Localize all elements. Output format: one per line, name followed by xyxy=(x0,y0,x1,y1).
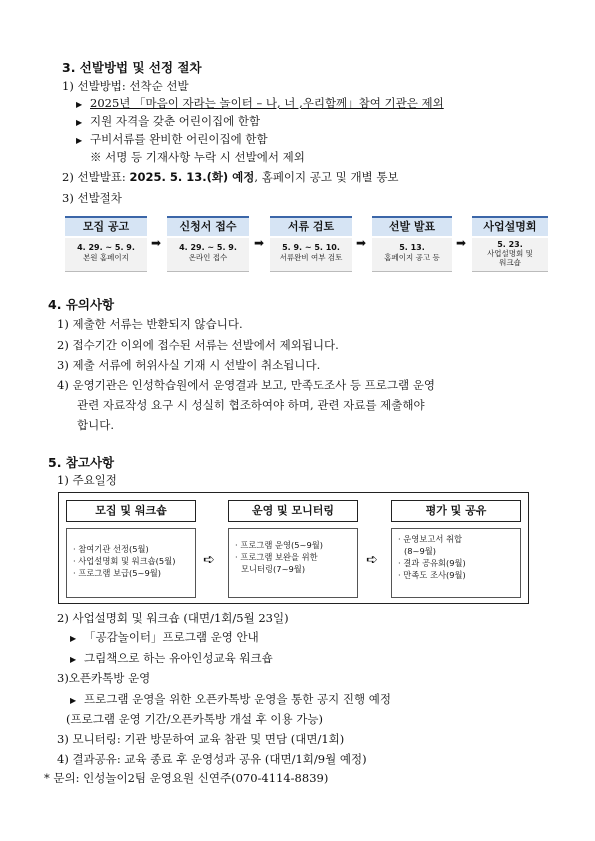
bullet-item: ▶ 구비서류를 완비한 어린이집에 한함 xyxy=(76,132,268,146)
arrow-right-icon: ➡ xyxy=(151,236,162,250)
exclusion-note: ※ 서명 등 기재사항 누락 시 선발에서 제외 xyxy=(90,150,305,164)
openchat-line: 3)오픈카톡방 운영 xyxy=(57,671,151,685)
bullet-item: ▶ 지원 자격을 갖춘 어린이집에 한함 xyxy=(76,114,261,128)
schedule-column-title: 평가 및 공유 xyxy=(391,500,521,522)
bullet-item: ▶ 2025년 「마음이 자라는 놀이터 – 나, 너 ,우리함께」참여 기관은 제외 xyxy=(76,96,444,110)
schedule-column-body: · 프로그램 운영(5~9월) · 프로그램 보완을 위한 모니터링(7~9월) xyxy=(228,528,358,598)
monitoring-line: 3) 모니터링: 기관 방문하여 교육 참관 및 면담 (대면/1회) xyxy=(57,732,345,746)
step-title: 사업설명회 xyxy=(472,216,548,236)
step-body: 4. 29. ~ 5. 9. 본원 홈페이지 xyxy=(65,238,147,272)
schedule-column-title: 운영 및 모니터링 xyxy=(228,500,358,522)
step-body: 5. 9. ~ 5. 10. 서류완비 여부 검토 xyxy=(270,238,352,272)
bullet-icon: ▶ xyxy=(76,100,83,109)
schedule-column-body: · 참여기관 선정(5월) · 사업설명회 및 워크숍(5월) · 프로그램 보급(5~9월) xyxy=(66,528,196,598)
step-body: 5. 13. 홈페이지 공고 등 xyxy=(372,238,452,272)
bullet-item: ▶ 그림책으로 하는 유아인성교육 워크숍 xyxy=(70,651,273,665)
contact-line: * 문의: 인성놀이2팀 운영요원 신연주(070-4114-8839) xyxy=(44,771,329,785)
step-title: 신청서 접수 xyxy=(167,216,249,236)
notice-item: 1) 제출한 서류는 반환되지 않습니다. xyxy=(57,317,243,331)
arrow-right-icon: ➡ xyxy=(356,236,367,250)
arrow-right-icon: ➡ xyxy=(254,236,265,250)
arrow-right-icon: ➡ xyxy=(456,236,467,250)
bullet-item: ▶ 프로그램 운영을 위한 오픈카톡방 운영을 통한 공지 진행 예정 xyxy=(70,692,391,706)
notice-item: 3) 제출 서류에 허위사실 기재 시 선발이 취소됩니다. xyxy=(57,358,321,372)
sharing-line: 4) 결과공유: 교육 종료 후 운영성과 공유 (대면/1회/9월 예정) xyxy=(57,752,367,766)
section3-title: 3. 선발방법 및 선정 절차 xyxy=(62,60,202,75)
schedule-label: 1) 주요일정 xyxy=(57,473,117,487)
section5-title: 5. 참고사항 xyxy=(48,455,115,470)
notice-item: 2) 접수기간 이외에 접수된 서류는 선발에서 제외됩니다. xyxy=(57,338,339,352)
step-title: 서류 검토 xyxy=(270,216,352,236)
notice-item-cont: 관련 자료작성 요구 시 성실히 협조하여야 하며, 관련 자료를 제출해야 xyxy=(77,398,425,412)
step-body: 5. 23. 사업설명회 및 워크숍 xyxy=(472,238,548,272)
arrow-right-icon: ➪ xyxy=(203,552,215,568)
openchat-note: (프로그램 운영 기간/오픈카톡방 개설 후 이용 가능) xyxy=(66,712,323,726)
step-body: 4. 29. ~ 5. 9. 온라인 접수 xyxy=(167,238,249,272)
notice-item: 4) 운영기관은 인성학습원에서 운영결과 보고, 만족도조사 등 프로그램 운영 xyxy=(57,378,435,392)
step-title: 모집 공고 xyxy=(65,216,147,236)
bullet-icon: ▶ xyxy=(70,655,77,664)
schedule-column-body: · 운영보고서 취합 (8~9월) · 결과 공유회(9월) · 만족도 조사(9월) xyxy=(391,528,521,598)
bullet-icon: ▶ xyxy=(70,696,77,705)
schedule-column-title: 모집 및 워크숍 xyxy=(66,500,196,522)
briefing-line: 2) 사업설명회 및 워크숍 (대면/1회/5월 23일) xyxy=(57,611,289,625)
selection-method: 1) 선발방법: 선착순 선발 xyxy=(62,79,189,93)
step-title: 선발 발표 xyxy=(372,216,452,236)
bullet-item: ▶ 「공감놀이터」프로그램 운영 안내 xyxy=(70,630,259,644)
bullet-icon: ▶ xyxy=(76,136,83,145)
notice-item-cont: 합니다. xyxy=(77,418,114,432)
bullet-icon: ▶ xyxy=(70,634,77,643)
section4-title: 4. 유의사항 xyxy=(48,297,115,312)
announcement-line: 2) 선발발표: 2025. 5. 13.(화) 예정, 홈페이지 공고 및 개별 통보 xyxy=(62,170,399,184)
arrow-right-icon: ➪ xyxy=(366,552,378,568)
bullet-icon: ▶ xyxy=(76,118,83,127)
procedure-label: 3) 선발절차 xyxy=(62,191,122,205)
